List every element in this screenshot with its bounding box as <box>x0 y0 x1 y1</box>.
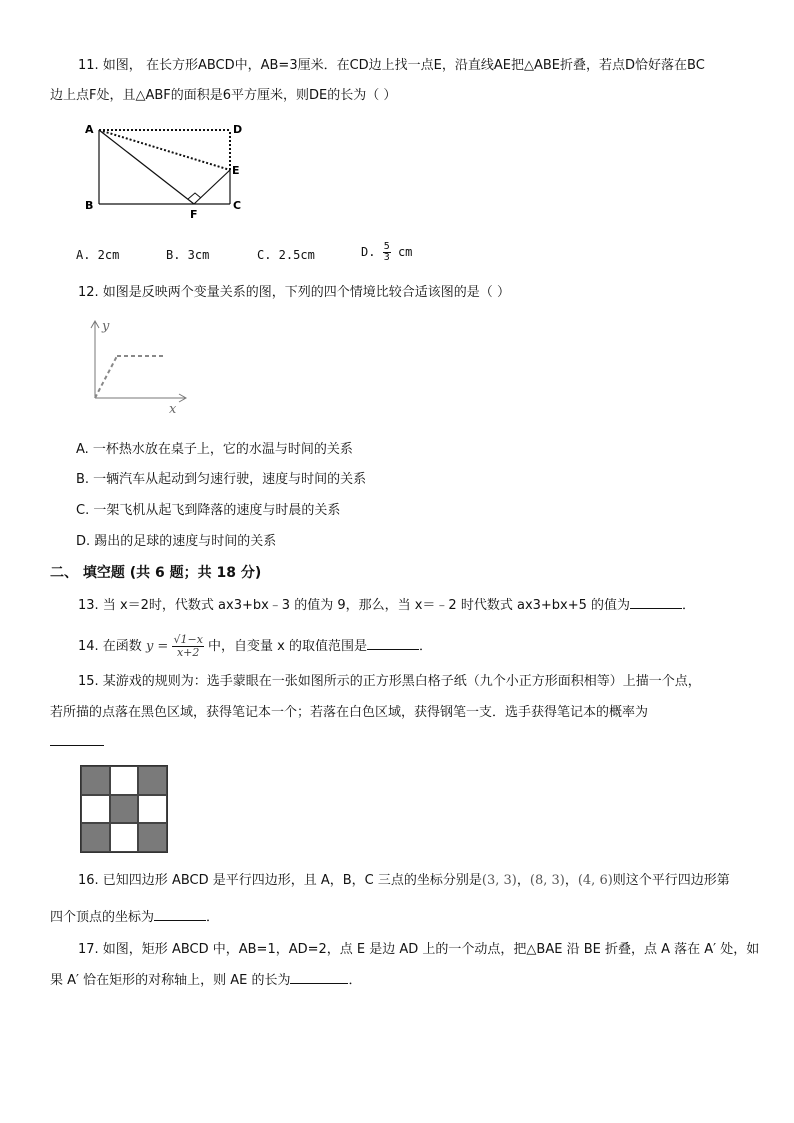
q17-answer-blank[interactable] <box>290 971 348 984</box>
q11-option-a: A. 2cm <box>76 248 120 262</box>
q11-option-d-suffix: cm <box>397 245 413 259</box>
q16-answer-blank[interactable] <box>154 908 206 921</box>
q11-option-d-num: 5 <box>383 241 390 252</box>
q11-line-fe <box>194 170 230 204</box>
q12-option-b: B. 一辆汽车从起动到匀速行驶，速度与时间的关系 <box>76 472 367 487</box>
q12-stem: 12. 如图是反映两个变量关系的图，下列的四个情境比较合适该图的是（ ） <box>78 285 510 300</box>
q16-line2 <box>50 908 219 927</box>
q14-answer-blank[interactable] <box>367 637 419 650</box>
q15-grid-cell <box>110 823 139 852</box>
q13-line <box>78 596 695 615</box>
q16-prefix: 16. 已知四边形 ABCD 是平行四边形，且 A，B，C 三点的坐标分别是 <box>78 873 482 888</box>
q14-line <box>78 634 432 660</box>
q15-grid-cell <box>81 766 110 795</box>
q11-rectangle-figure <box>80 118 250 218</box>
q14-fraction <box>172 634 203 659</box>
q17-line2-text: 果 A′ 恰在矩形的对称轴上，则 AE 的长为 <box>50 973 291 988</box>
q17-line2 <box>50 971 362 990</box>
q14-numerator: √1−x <box>173 633 203 646</box>
q15-grid-cell <box>110 766 139 795</box>
q14-y: y = <box>145 639 169 654</box>
q14-suffix: 中，自变量 x 的取值范围是 <box>208 639 368 654</box>
q15-grid-cell <box>138 766 167 795</box>
q16-sep1: ， <box>516 873 530 888</box>
q15-checker-grid <box>80 765 168 853</box>
q11-option-b: B. 3cm <box>166 248 210 262</box>
q15-grid-cell <box>110 795 139 824</box>
q15-line1: 15. 某游戏的规则为：选手蒙眼在一张如图所示的正方形黑白格子纸（九个小正方形面积相等）上描一个点， <box>78 674 701 689</box>
q16-point-c: (4, 6) <box>577 873 613 888</box>
q13-answer-blank[interactable] <box>630 596 682 609</box>
q11-line1: 11. 如图， 在长方形ABCD中，AB=3厘米．在CD边上找一点E，沿直线AE把△ABE折叠，若点D恰好落在BC <box>78 58 705 73</box>
q12-option-c: C. 一架飞机从起飞到降落的速度与时晨的关系 <box>76 503 341 518</box>
q14-prefix: 14. 在函数 <box>78 639 142 654</box>
q16-sep2: ， <box>564 873 578 888</box>
q13-end: ． <box>682 598 696 613</box>
q15-grid-cell <box>81 823 110 852</box>
q11-label-d: D <box>233 123 243 136</box>
q12-x-label: x <box>169 402 177 416</box>
q11-option-d-prefix: D. <box>361 245 376 259</box>
q11-line-af <box>99 130 194 204</box>
q16-end: ． <box>206 910 220 925</box>
q11-label-c: C <box>233 199 242 212</box>
q15-grid-cell <box>138 795 167 824</box>
q16-line2-text: 四个顶点的坐标为 <box>50 910 155 925</box>
q11-line2: 边上点F处，且△ABF的面积是6平方厘米，则DE的长为（ ） <box>50 88 397 103</box>
q13-text: 13. 当 x＝2时，代数式 ax3+bx﹣3 的值为 9，那么，当 x＝﹣2 时代数式 ax3+bx+5 的值为 <box>78 598 631 613</box>
q12-option-d: D. 踢出的足球的速度与时间的关系 <box>76 534 277 549</box>
q11-label-e: E <box>232 164 240 177</box>
q15-answer-blank[interactable] <box>50 733 104 746</box>
q15-grid-cell <box>81 795 110 824</box>
q11-option-d-den: 3 <box>383 252 390 263</box>
q11-line-ae <box>99 130 230 170</box>
q15-grid-cell <box>138 823 167 852</box>
q11-label-f: F <box>190 208 198 218</box>
q16-suffix: 则这个平行四边形第 <box>612 873 730 888</box>
q17-line1: 17. 如图，矩形 ABCD 中，AB=1，AD=2，点 E 是边 AD 上的一个动点，把△BAE 沿 BE 折叠，点 A 落在 A′ 处，如 <box>78 942 760 957</box>
q16-point-a: (3, 3) <box>481 873 517 888</box>
q12-rising-segment <box>95 356 117 398</box>
q12-option-a: A. 一杯热水放在桌子上，它的水温与时间的关系 <box>76 442 353 457</box>
q11-label-a: A <box>85 123 94 136</box>
q14-denominator: x+2 <box>176 646 200 659</box>
q14-end: ． <box>419 639 433 654</box>
q12-graph <box>85 316 195 416</box>
q12-y-label: y <box>102 319 110 334</box>
q16-line1 <box>78 872 730 890</box>
q11-option-d-fraction <box>383 242 391 263</box>
q16-point-b: (8, 3) <box>529 873 565 888</box>
q11-label-b: B <box>85 199 94 212</box>
q11-right-angle-mark <box>188 193 201 199</box>
q11-option-c: C. 2.5cm <box>257 248 315 262</box>
section2-title: 二、 填空题 (共 6 题；共 18 分) <box>50 565 262 581</box>
q17-end: ． <box>348 973 362 988</box>
q11-option-d <box>361 242 412 263</box>
q15-line2: 若所描的点落在黑色区域，获得笔记本一个；若落在白色区域，获得钢笔一支．选手获得笔记本的概率为 <box>50 705 649 720</box>
